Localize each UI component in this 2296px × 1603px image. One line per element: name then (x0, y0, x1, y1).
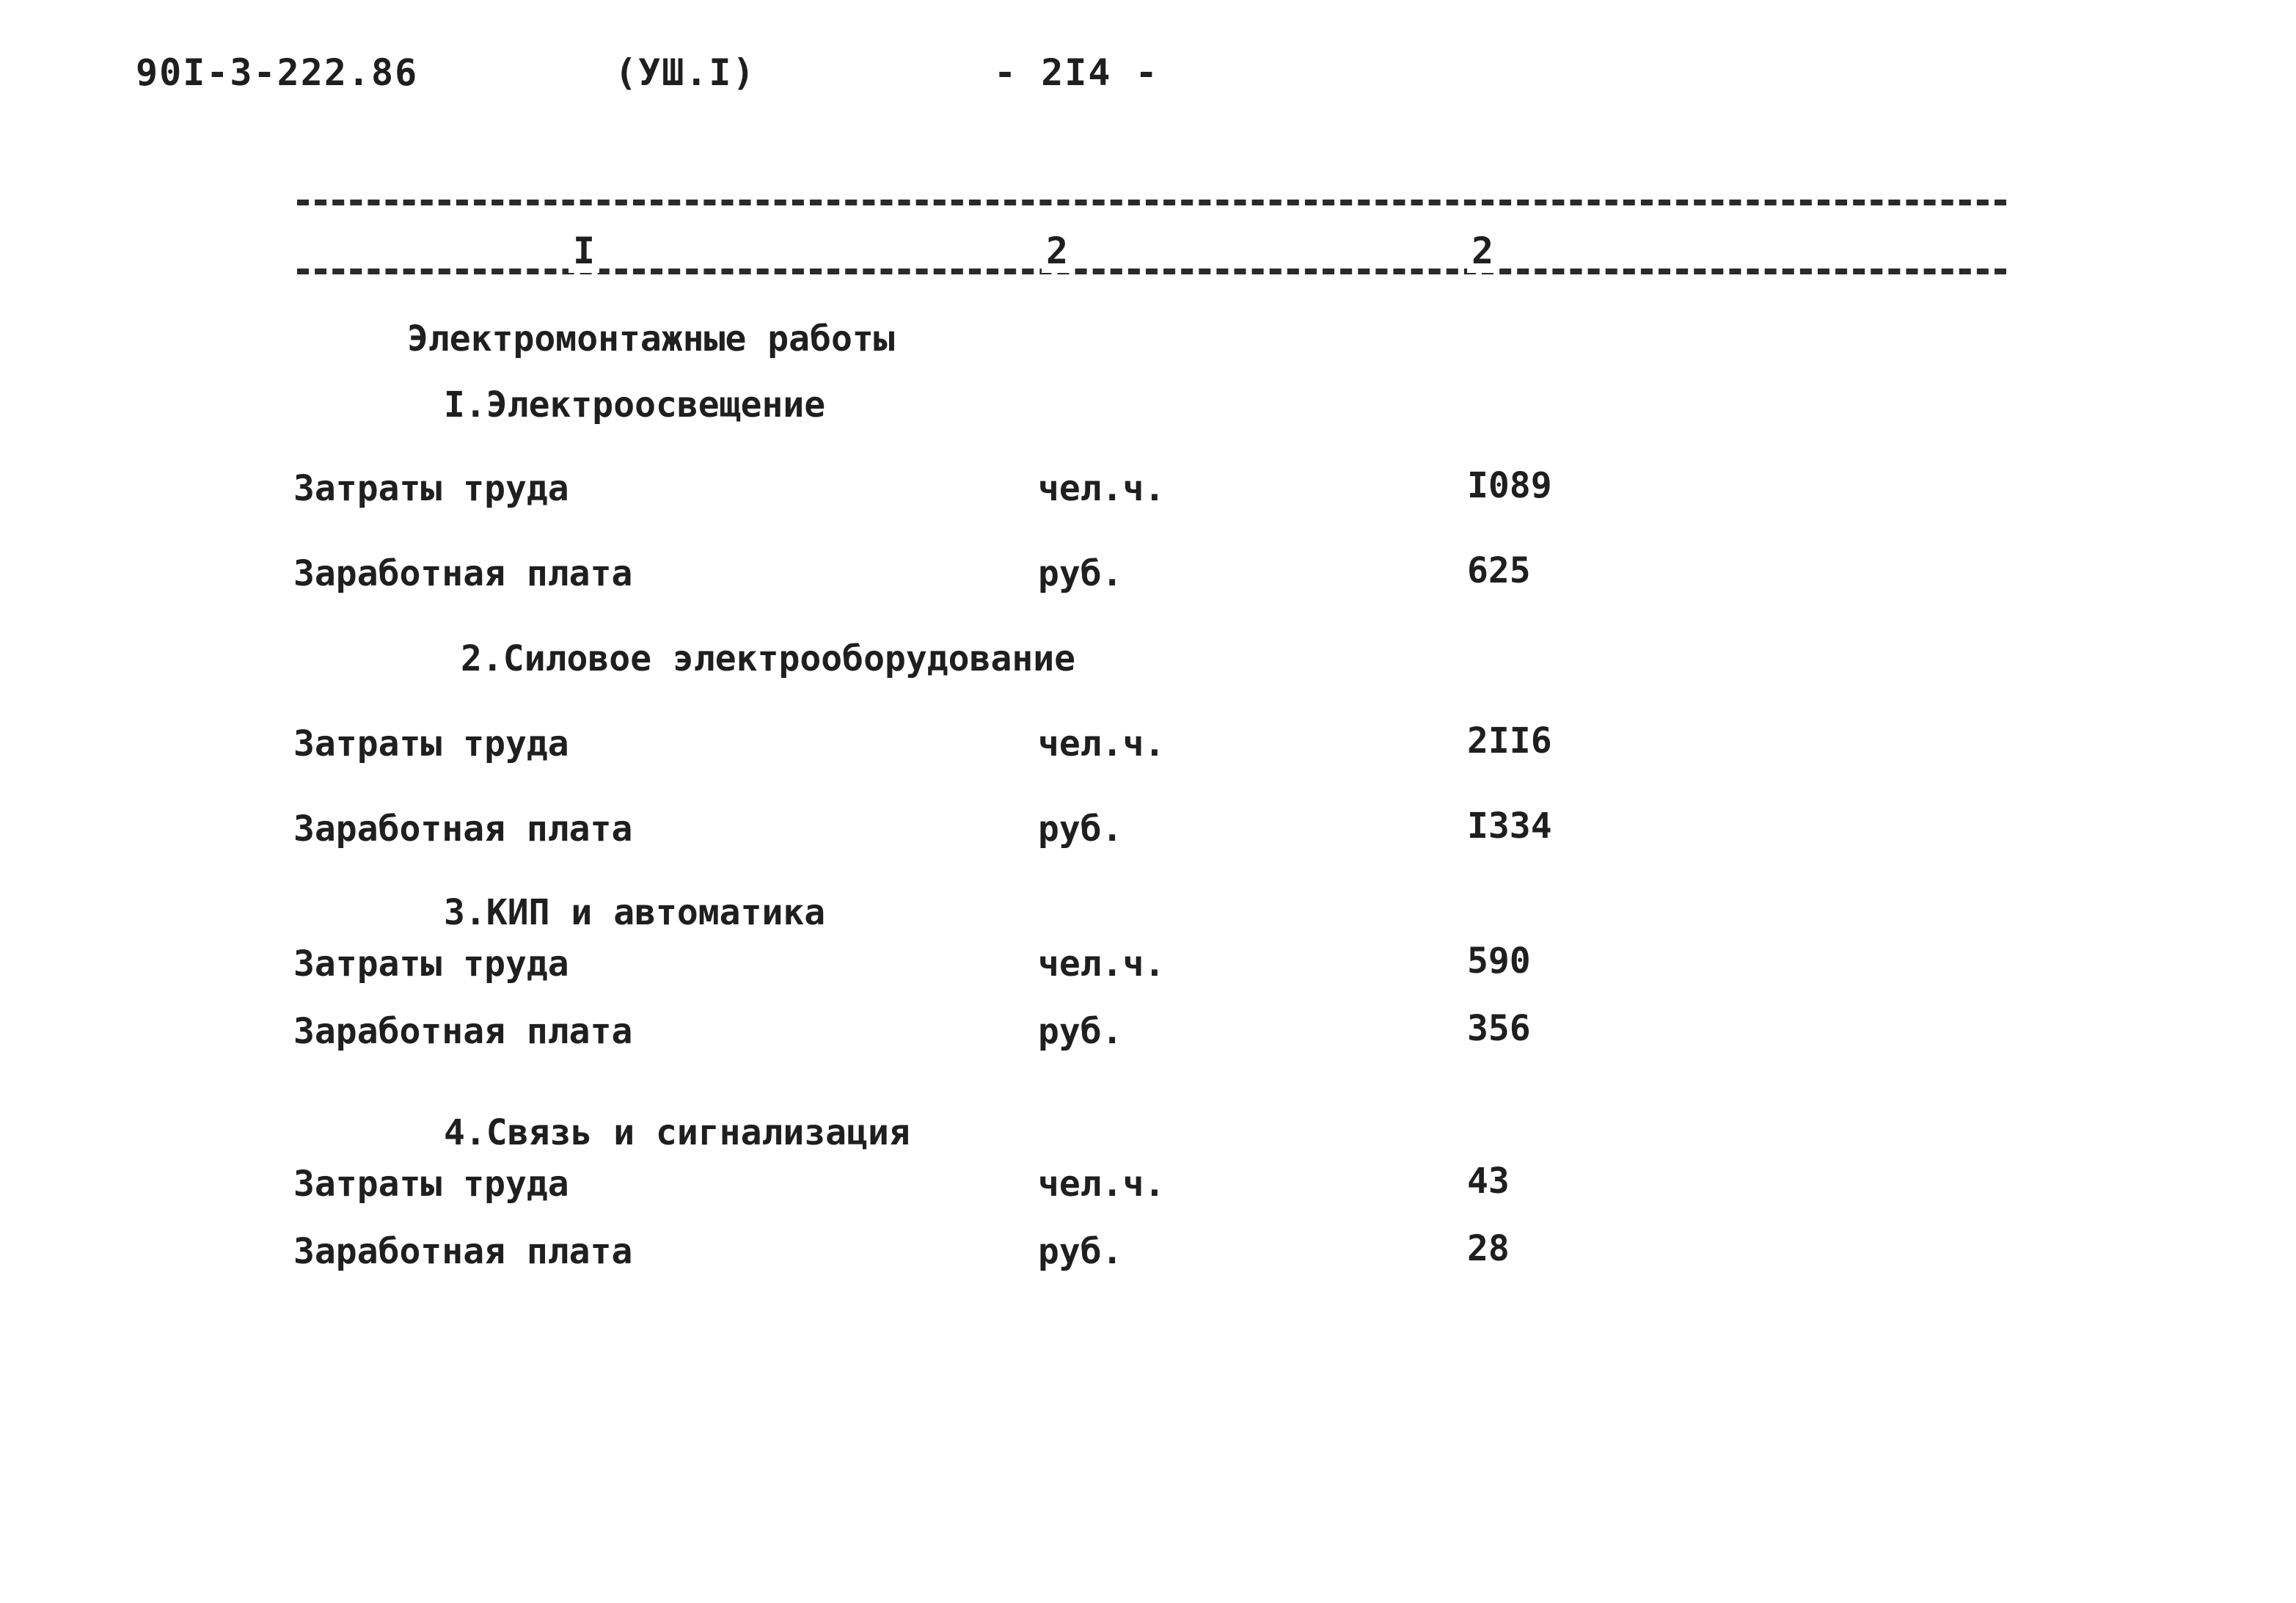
section-heading-power-equipment: 2.Силовое электрооборудование (461, 638, 1076, 679)
row-label: Затраты труда (293, 468, 569, 509)
row-label: Заработная плата (293, 1011, 633, 1052)
section-heading-instrumentation: 3.КИП и автоматика (444, 892, 826, 933)
row-unit: чел.ч. (1038, 468, 1166, 509)
row-value: 625 (1467, 550, 1531, 591)
section-heading-communications: 4.Связь и сигнализация (444, 1112, 910, 1153)
section-number: (УШ.I) (615, 51, 756, 94)
row-value: I089 (1467, 465, 1552, 506)
row-label: Затраты труда (293, 1164, 569, 1205)
row-unit: руб. (1038, 1231, 1123, 1272)
row-unit: чел.ч. (1038, 723, 1166, 764)
row-value: 43 (1467, 1161, 1510, 1202)
page-number: - 2I4 - (994, 51, 1159, 94)
row-label: Заработная плата (293, 1231, 633, 1272)
row-unit: руб. (1038, 808, 1123, 850)
document-code: 90I-3-222.86 (136, 51, 419, 94)
row-unit: руб. (1038, 553, 1123, 594)
row-value: 2II6 (1467, 720, 1552, 762)
row-label: Заработная плата (293, 808, 633, 850)
row-label: Затраты труда (293, 723, 569, 764)
column-header-1: I (568, 229, 599, 273)
row-unit: чел.ч. (1038, 943, 1166, 985)
row-label: Заработная плата (293, 553, 633, 594)
row-label: Затраты труда (293, 943, 569, 985)
column-header-2: 2 (1042, 229, 1072, 273)
row-unit: чел.ч. (1038, 1164, 1166, 1205)
column-header-3: 2 (1467, 229, 1498, 273)
row-value: I334 (1467, 806, 1552, 847)
row-unit: руб. (1038, 1011, 1123, 1052)
table-title: Электромонтажные работы (407, 318, 895, 359)
section-heading-lighting: I.Электроосвещение (444, 384, 826, 426)
table-top-rule (297, 200, 2006, 205)
row-value: 590 (1467, 941, 1531, 982)
row-value: 356 (1467, 1008, 1531, 1049)
row-value: 28 (1467, 1228, 1510, 1269)
table-header-rule (297, 269, 2006, 274)
